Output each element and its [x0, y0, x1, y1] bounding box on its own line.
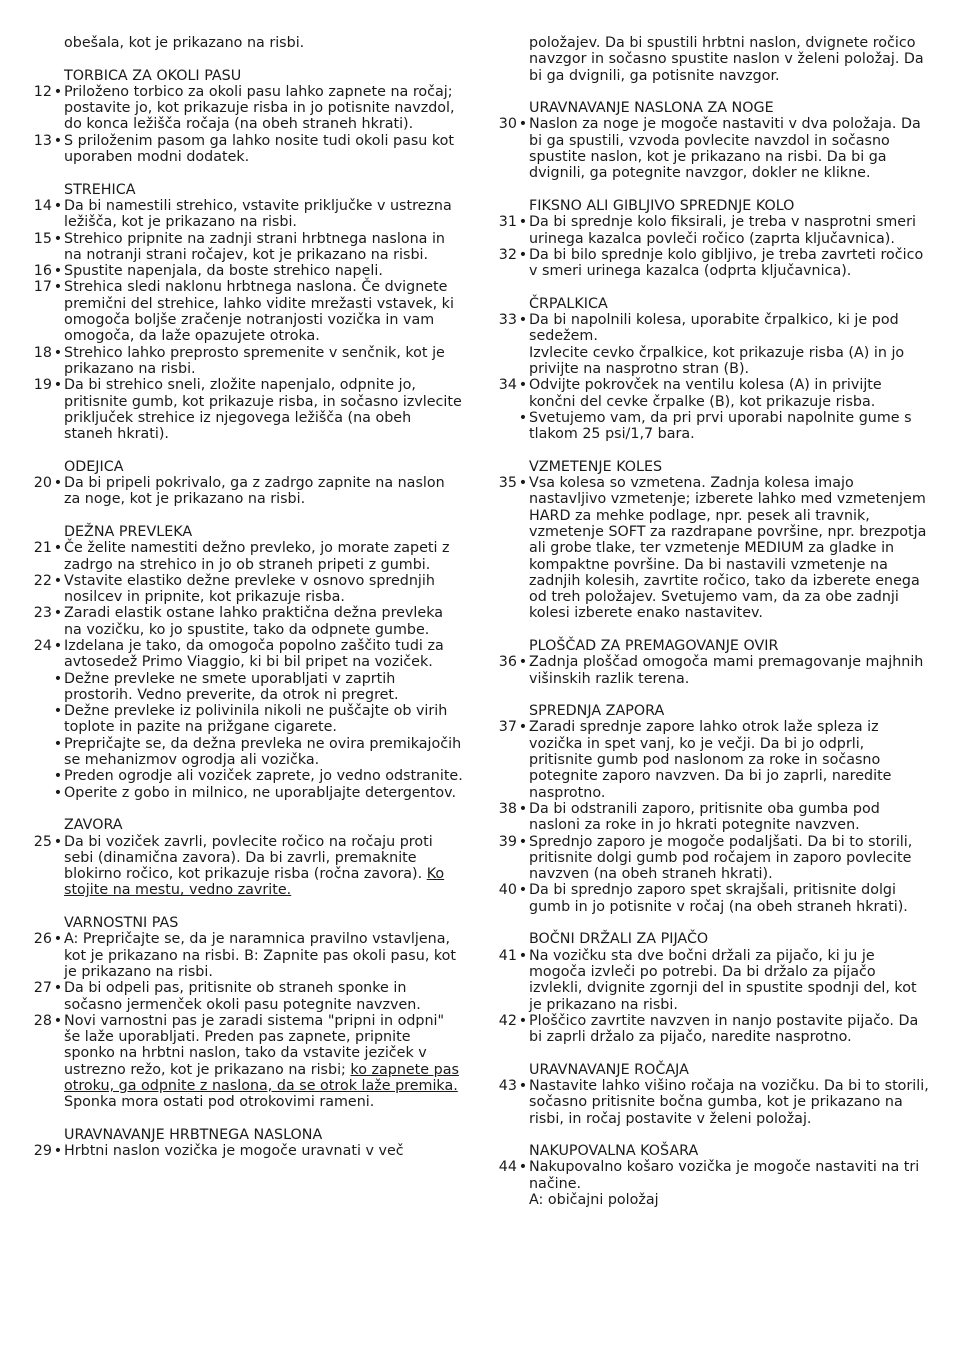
bullet-icon: •: [518, 882, 528, 899]
item-number: 25: [33, 833, 52, 850]
underlined-text: Ko stojite na mestu, vedno zavrite.: [64, 866, 445, 899]
list-item: [28, 1143, 464, 1159]
item-text: Sponka mora ostati pod otrokovimi rameni.: [64, 1094, 375, 1111]
item-number: 20: [33, 475, 52, 492]
spacer: [493, 687, 929, 703]
item-number: 28: [33, 1012, 52, 1029]
item-text: Spustite napenjala, da boste strehico napeli.: [64, 263, 383, 280]
bullet-icon: •: [53, 1143, 63, 1160]
list-item: [28, 133, 464, 166]
list-item: [28, 980, 464, 1013]
spacer: [493, 84, 929, 100]
bullet-icon: •: [53, 703, 63, 720]
list-item: [493, 214, 929, 247]
bullet-icon: •: [518, 409, 528, 426]
section-heading: [28, 182, 464, 198]
text: položajev. Da bi spustili hrbtni naslon, dvignete ročico navzgor in sočasno spustite naslon v želeni položaj. Da bi ga dvignili, ga potisnite navzgor.: [529, 35, 924, 84]
item-continuation: [493, 345, 929, 378]
item-text: S priloženim pasom ga lahko nosite tudi okoli pasu kot uporaben modni dodatek.: [64, 132, 455, 166]
item-number: 38: [498, 800, 517, 817]
list-item: [28, 345, 464, 378]
section-heading: [28, 817, 464, 833]
item-text: Na vozičku sta dve bočni držali za pijačo, ki ju je mogoča izvleči po potrebi. Da bi držalo za pijačo izvlekli, dvignite zgornji del in spustite spodnji del, kot je prikazano na risbi.: [529, 947, 917, 1013]
bullet-icon: •: [53, 670, 63, 687]
list-item: [28, 279, 464, 344]
spacer: [28, 801, 464, 817]
continued-paragraph: [493, 35, 929, 84]
text: URAVNAVANJE ROČAJA: [529, 1061, 689, 1078]
text: SPREDNJA ZAPORA: [529, 703, 665, 720]
bullet-icon: •: [518, 312, 528, 329]
bullet-icon: •: [518, 116, 528, 133]
text: NAKUPOVALNA KOŠARA: [529, 1143, 699, 1160]
spacer: [493, 622, 929, 638]
text: A: običajni položaj: [529, 1192, 659, 1209]
text: ČRPALKICA: [529, 295, 608, 312]
text: VARNOSTNI PAS: [64, 915, 179, 932]
item-text: Operite z gobo in milnico, ne uporabljajte detergentov.: [64, 784, 457, 801]
list-item: [28, 638, 464, 671]
spacer: [28, 508, 464, 524]
section-heading: [28, 915, 464, 931]
item-number: 29: [33, 1143, 52, 1160]
item-text: Če želite namestiti dežno prevleko, jo morate zapeti z zadrgo na strehico in jo ob straneh pripeti z gumbi.: [64, 540, 450, 573]
bullet-icon: •: [518, 947, 528, 964]
text: TORBICA ZA OKOLI PASU: [64, 67, 242, 84]
item-number: 33: [498, 312, 517, 329]
item-number: 12: [33, 83, 52, 100]
item-text: Ploščico zavrtite navzven in nanjo postavite pijačo. Da bi zaprli držalo za pijačo, naredite nasprotno.: [529, 1012, 919, 1046]
section-heading: [493, 1062, 929, 1078]
item-number: 15: [33, 230, 52, 247]
item-text: Svetujemo vam, da pri prvi uporabi napolnite gume s tlakom 25 psi/1,7 bara.: [529, 409, 912, 443]
section-heading: [28, 68, 464, 84]
list-item: [28, 931, 464, 980]
item-text: Hrbtni naslon vozička je mogoče uravnati v več: [64, 1143, 404, 1160]
list-item: [493, 1013, 929, 1046]
item-number: 14: [33, 197, 52, 214]
section-heading: [493, 638, 929, 654]
continued-paragraph: [28, 35, 464, 51]
item-text: Nakupovalno košaro vozička je mogoče nastaviti na tri načine.: [529, 1159, 920, 1192]
list-item: [493, 1159, 929, 1192]
list-item: [493, 948, 929, 1013]
item-number: 40: [498, 882, 517, 899]
item-text: Da bi voziček zavrli, povlecite ročico na ročaju proti sebi (dinamična zavora). Da bi zavrli, premaknite blokirno ročico, kot prikazuje risba (ročna zavora).: [64, 833, 433, 883]
list-item: [28, 263, 464, 279]
item-text: Zadnja ploščad omogoča mami premagovanje majhnih višinskih razlik terena.: [529, 654, 924, 687]
list-item: [28, 834, 464, 899]
item-text: Da bi sprednjo zaporo spet skrajšali, pritisnite dolgi gumb in jo potisnite v ročaj (na obeh straneh hkrati).: [529, 882, 908, 915]
item-continuation: [493, 1192, 929, 1208]
item-number: 43: [498, 1078, 517, 1094]
bullet-icon: •: [53, 784, 63, 801]
item-text: Dežne prevleke ne smete uporabljati v zaprtih prostorih. Vedno preverite, da otrok ni pregret.: [64, 670, 399, 703]
item-number: 26: [33, 931, 52, 948]
item-text: Da bi odstranili zaporo, pritisnite oba gumba pod nasloni za roke in jo hkrati potegnite navzven.: [529, 800, 880, 834]
item-number: 24: [33, 637, 52, 654]
bullet-icon: •: [53, 197, 63, 214]
bullet-icon: •: [518, 377, 528, 394]
list-item: [28, 84, 464, 133]
item-text: Da bi pripeli pokrivalo, ga z zadrgo zapnite na naslon za noge, kot je prikazano na risbi.: [64, 475, 445, 508]
bullet-icon: •: [518, 1078, 528, 1094]
bullet-icon: •: [53, 475, 63, 492]
item-text: Strehico pripnite na zadnji strani hrbtnega naslona in na notranji strani ročajev, kot je prikazano na risbi.: [64, 230, 445, 263]
spacer: [28, 899, 464, 915]
spacer: [28, 165, 464, 181]
list-item: [28, 736, 464, 769]
bullet-icon: •: [53, 1012, 63, 1029]
bullet-icon: •: [518, 214, 528, 231]
item-number: 35: [498, 475, 517, 492]
section-heading: [28, 524, 464, 540]
list-item: [493, 312, 929, 345]
item-text: Strehica sledi naklonu hrbtnega naslona. Če dvignete premični del strehice, lahko vidite mrežasti vstavek, ki omogoča boljše zračenje notranjosti vozička in vam omogoča, da laže opazujete otroka.: [64, 279, 454, 345]
item-number: 16: [33, 263, 52, 280]
list-item: [28, 785, 464, 801]
spacer: [493, 915, 929, 931]
item-text: Priloženo torbico za okoli pasu lahko zapnete na ročaj; postavite jo, kot prikazuje risba in jo potisnite navzdol, do konca ležišča ročaja (na obeh straneh hkrati).: [64, 83, 455, 133]
bullet-icon: •: [53, 637, 63, 654]
item-number: 19: [33, 377, 52, 394]
item-text: Da bi odpeli pas, pritisnite ob straneh sponke in sočasno jermenček okoli pasu potegnite navzven.: [64, 980, 421, 1013]
text: VZMETENJE KOLES: [529, 458, 663, 475]
item-text: Prepričajte se, da dežna prevleka ne ovira premikajočih se mehanizmov ogrodja ali vozička.: [64, 735, 462, 769]
list-item: [28, 671, 464, 704]
section-heading: [493, 703, 929, 719]
list-item: [493, 247, 929, 280]
section-heading: [28, 459, 464, 475]
item-text: Da bi napolnili kolesa, uporabite črpalkico, ki je pod sedežem.: [529, 312, 899, 345]
item-text: Da bi namestili strehico, vstavite priključke v ustrezna ležišča, kot je prikazano na risbi.: [64, 197, 452, 231]
text: FIKSNO ALI GIBLJIVO SPREDNJE KOLO: [529, 197, 795, 214]
text: DEŽNA PREVLEKA: [64, 523, 193, 540]
list-item: [28, 573, 464, 606]
list-item: [493, 882, 929, 915]
bullet-icon: •: [53, 230, 63, 247]
item-text: Preden ogrodje ali voziček zaprete, jo vedno odstranite.: [64, 768, 463, 785]
section-heading: [493, 1143, 929, 1159]
bullet-icon: •: [53, 377, 63, 394]
section-heading: [493, 931, 929, 947]
item-text: Dežne prevleke iz polivinila nikoli ne puščajte ob virih toplote in pazite na prižgane cigarete.: [64, 703, 448, 736]
item-number: 18: [33, 344, 52, 361]
spacer: [28, 1111, 464, 1127]
item-number: 39: [498, 833, 517, 850]
list-item: [28, 475, 464, 508]
item-number: 23: [33, 605, 52, 622]
list-item: [493, 719, 929, 800]
item-number: 17: [33, 279, 52, 296]
spacer: [493, 442, 929, 458]
item-text: Izdelana je tako, da omogoča popolno zaščito tudi za avtosedež Primo Viaggio, ki bi bil pripet na voziček.: [64, 637, 444, 671]
spacer: [28, 51, 464, 67]
list-item: [28, 540, 464, 573]
list-item: [493, 475, 929, 622]
text: Izvlecite cevko črpalkice, kot prikazuje risba (A) in jo privijte na nasprotno stran (B).: [529, 344, 905, 377]
item-text: Nastavite lahko višino ročaja na vozičku. Da bi to storili, sočasno pritisnite bočna gumba, kot je prikazano na risbi, in ročaj postavite v želeni položaj.: [529, 1078, 929, 1127]
left-column: [28, 35, 464, 1159]
item-number: 22: [33, 572, 52, 589]
item-text: Da bi sprednje kolo fiksirali, je treba v nasprotni smeri urinega kazalca povleči ročico (zaprta ključavnica).: [529, 214, 916, 247]
text: ODEJICA: [64, 458, 124, 475]
right-column: [493, 35, 929, 1208]
item-number: 13: [33, 132, 52, 149]
bullet-icon: •: [53, 931, 63, 948]
bullet-icon: •: [53, 980, 63, 997]
item-number: 30: [498, 116, 517, 133]
text: obešala, kot je prikazano na risbi.: [64, 35, 305, 51]
spacer: [493, 1127, 929, 1143]
list-item: [28, 605, 464, 638]
item-number: 21: [33, 540, 52, 557]
text: URAVNAVANJE NASLONA ZA NOGE: [529, 100, 774, 117]
bullet-icon: •: [518, 475, 528, 492]
section-heading: [493, 296, 929, 312]
item-number: 27: [33, 980, 52, 997]
item-text: Novi varnostni pas je zaradi sistema "pripni in odpni" še laže uporabljati. Preden pas zapnete, pripnite sponko na hrbtni naslon, tako da vstavite jeziček v ustrezno režo, kot je prikazano na risbi;: [64, 1012, 445, 1078]
item-number: 31: [498, 214, 517, 231]
item-text: Naslon za noge je mogoče nastaviti v dva položaja. Da bi ga spustili, vzvoda povlecite navzdol in sočasno spustite naslon, kot je prikazano na risbi. Da bi ga dvignili, ga potegnite navzgor, dokler ne klikne.: [529, 116, 921, 182]
spacer: [493, 182, 929, 198]
item-text: Vsa kolesa so vzmetena. Zadnja kolesa imajo nastavljivo vzmetenje; izberete lahko med vzmetenjem HARD za mehke podlage, npr. pesek ali travnik, vzmetenje SOFT za razdrapane površine, npr. brezpotja ali grobe tlake, ter vzmetenje MEDIUM za gladke in kompaktne površine. Da bi nastavili vzmetenje na zadnjih kolesih, zavrtite ročico, tako da izberete enega od treh položajev. Svetujemo vam, da za obe zadnji kolesi izberete enako nastavitev.: [529, 475, 927, 622]
section-heading: [493, 100, 929, 116]
bullet-icon: •: [53, 768, 63, 785]
section-heading: [493, 459, 929, 475]
bullet-icon: •: [53, 735, 63, 752]
bullet-icon: •: [53, 572, 63, 589]
bullet-icon: •: [518, 1159, 528, 1176]
list-item: [28, 198, 464, 231]
spacer: [493, 1045, 929, 1061]
bullet-icon: •: [53, 132, 63, 149]
item-number: 42: [498, 1012, 517, 1029]
text: ZAVORA: [64, 817, 123, 834]
item-text: Da bi strehico sneli, zložite napenjalo, odpnite jo, pritisnite gumb, kot prikazuje risba, in sočasno izvlecite priključek strehice iz njegovega ležišča (na obeh staneh hkrati).: [64, 377, 462, 443]
bullet-icon: •: [518, 246, 528, 263]
bullet-icon: •: [518, 800, 528, 817]
bullet-icon: •: [518, 1012, 528, 1029]
list-item: [493, 654, 929, 687]
item-number: 41: [498, 947, 517, 964]
list-item: [28, 1013, 464, 1111]
bullet-icon: •: [518, 719, 528, 736]
underlined-text: ko zapnete pas otroku, ga odpnite z naslona, da se otrok laže premika.: [64, 1061, 459, 1094]
list-item: [28, 231, 464, 264]
list-item: [28, 377, 464, 442]
text: STREHICA: [64, 181, 136, 198]
bullet-icon: •: [53, 279, 63, 296]
item-text: Strehico lahko preprosto spremenite v senčnik, kot je prikazano na risbi.: [64, 344, 445, 377]
list-item: [28, 768, 464, 784]
item-text: Da bi bilo sprednje kolo gibljivo, je treba zavrteti ročico v smeri urinega kazalca (odprta ključavnica).: [529, 246, 924, 280]
list-item: [493, 410, 929, 443]
bullet-icon: •: [53, 83, 63, 100]
item-text: Sprednjo zaporo je mogoče podaljšati. Da bi to storili, pritisnite dolgi gumb pod ročajem in zaporo povlecite navzven (na obeh straneh hkrati).: [529, 833, 913, 883]
item-text: A: Prepričajte se, da je naramnica pravilno vstavljena, kot je prikazano na risbi. B: Zapnite pas okoli pasu, kot je prikazano na risbi.: [64, 931, 457, 980]
spacer: [28, 442, 464, 458]
text: URAVNAVANJE HRBTNEGA NASLONA: [64, 1126, 323, 1143]
list-item: [493, 116, 929, 181]
list-item: [28, 703, 464, 736]
bullet-icon: •: [518, 833, 528, 850]
item-text: Vstavite elastiko dežne prevleke v osnovo sprednjih nosilcev in pripnite, kot prikazuje risba.: [64, 572, 435, 606]
text: PLOŠČAD ZA PREMAGOVANJE OVIR: [529, 637, 779, 654]
bullet-icon: •: [53, 833, 63, 850]
item-number: 36: [498, 654, 517, 671]
bullet-icon: •: [518, 654, 528, 671]
list-item: [493, 377, 929, 410]
bullet-icon: •: [53, 540, 63, 557]
item-number: 32: [498, 246, 517, 263]
item-text: Odvijte pokrovček na ventilu kolesa (A) in privijte končni del cevke črpalke (B), kot prikazuje risba.: [529, 377, 882, 410]
item-text: Zaradi sprednje zapore lahko otrok laže spleza iz vozička in spet vanj, ko je večji. Da bi jo odprli, pritisnite gumb pod naslonom za roke in sočasno potegnite zaporo navzven. Da bi jo zaprli, naredite nasprotno.: [529, 719, 892, 801]
item-number: 37: [498, 719, 517, 736]
list-item: [493, 834, 929, 883]
text: BOČNI DRŽALI ZA PIJAČO: [529, 931, 709, 948]
item-number: 44: [498, 1159, 517, 1176]
bullet-icon: •: [53, 263, 63, 280]
item-text: Zaradi elastik ostane lahko praktična dežna prevleka na vozičku, ko jo spustite, tako da odpnete gumbe.: [64, 605, 443, 638]
bullet-icon: •: [53, 605, 63, 622]
spacer: [493, 279, 929, 295]
bullet-icon: •: [53, 344, 63, 361]
list-item: [493, 1078, 929, 1127]
section-heading: [28, 1127, 464, 1143]
list-item: [493, 801, 929, 834]
section-heading: [493, 198, 929, 214]
item-number: 34: [498, 377, 517, 394]
